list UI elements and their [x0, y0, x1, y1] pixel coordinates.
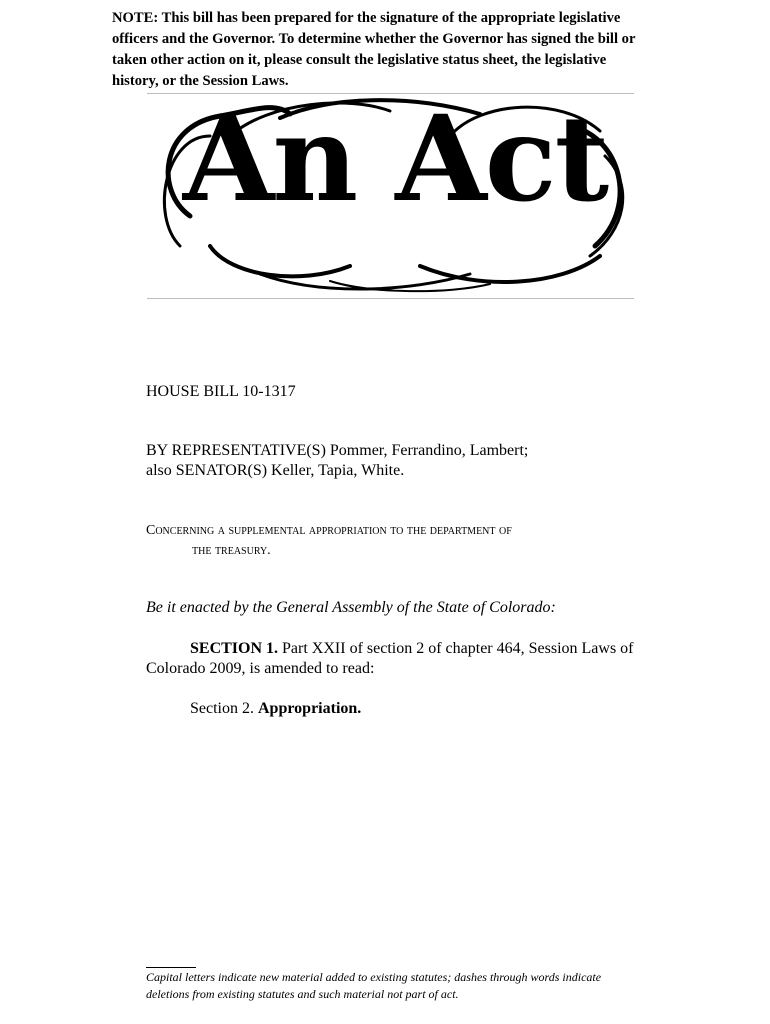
section-1	[146, 639, 636, 679]
section-1-heading: SECTION 1.	[190, 640, 279, 657]
footnote: Capital letters indicate new material added to existing statutes; dashes through words indicate deletions from existing statutes and such material not part of act.	[146, 970, 602, 1001]
footnote-rule	[146, 967, 196, 968]
concerning-line-1: Concerning a supplemental appropriation to the department of	[146, 523, 512, 538]
concerning-line-2: the treasury.	[192, 543, 271, 558]
banner-bottom-rule	[147, 298, 634, 299]
section-2-label: Section 2.	[190, 700, 254, 717]
section-2-title: Appropriation.	[258, 700, 362, 717]
sponsors-senators: also SENATOR(S) Keller, Tapia, White.	[146, 462, 405, 479]
section-1-text: Part XXII of section 2 of chapter 464, Session Laws of Colorado 2009, is amended to read:	[146, 640, 634, 677]
signature-note: NOTE: This bill has been prepared for the signature of the appropriate legislative officers and the Governor. To determine whether the Governor has signed the bill or taken other action on it, please consult the legislative status sheet, the legislative history, or the Session Laws.	[112, 10, 636, 89]
sponsors	[146, 441, 666, 481]
sponsors-representatives: BY REPRESENTATIVE(S) Pommer, Ferrandino, Lambert;	[146, 442, 529, 459]
section-2	[190, 699, 361, 719]
concerning-clause	[146, 521, 646, 561]
bill-number: HOUSE BILL 10-1317	[146, 383, 296, 400]
enacting-clause: Be it enacted by the General Assembly of the State of Colorado:	[146, 599, 556, 616]
an-act-banner	[150, 89, 640, 296]
an-act-title: An Act	[182, 89, 608, 228]
